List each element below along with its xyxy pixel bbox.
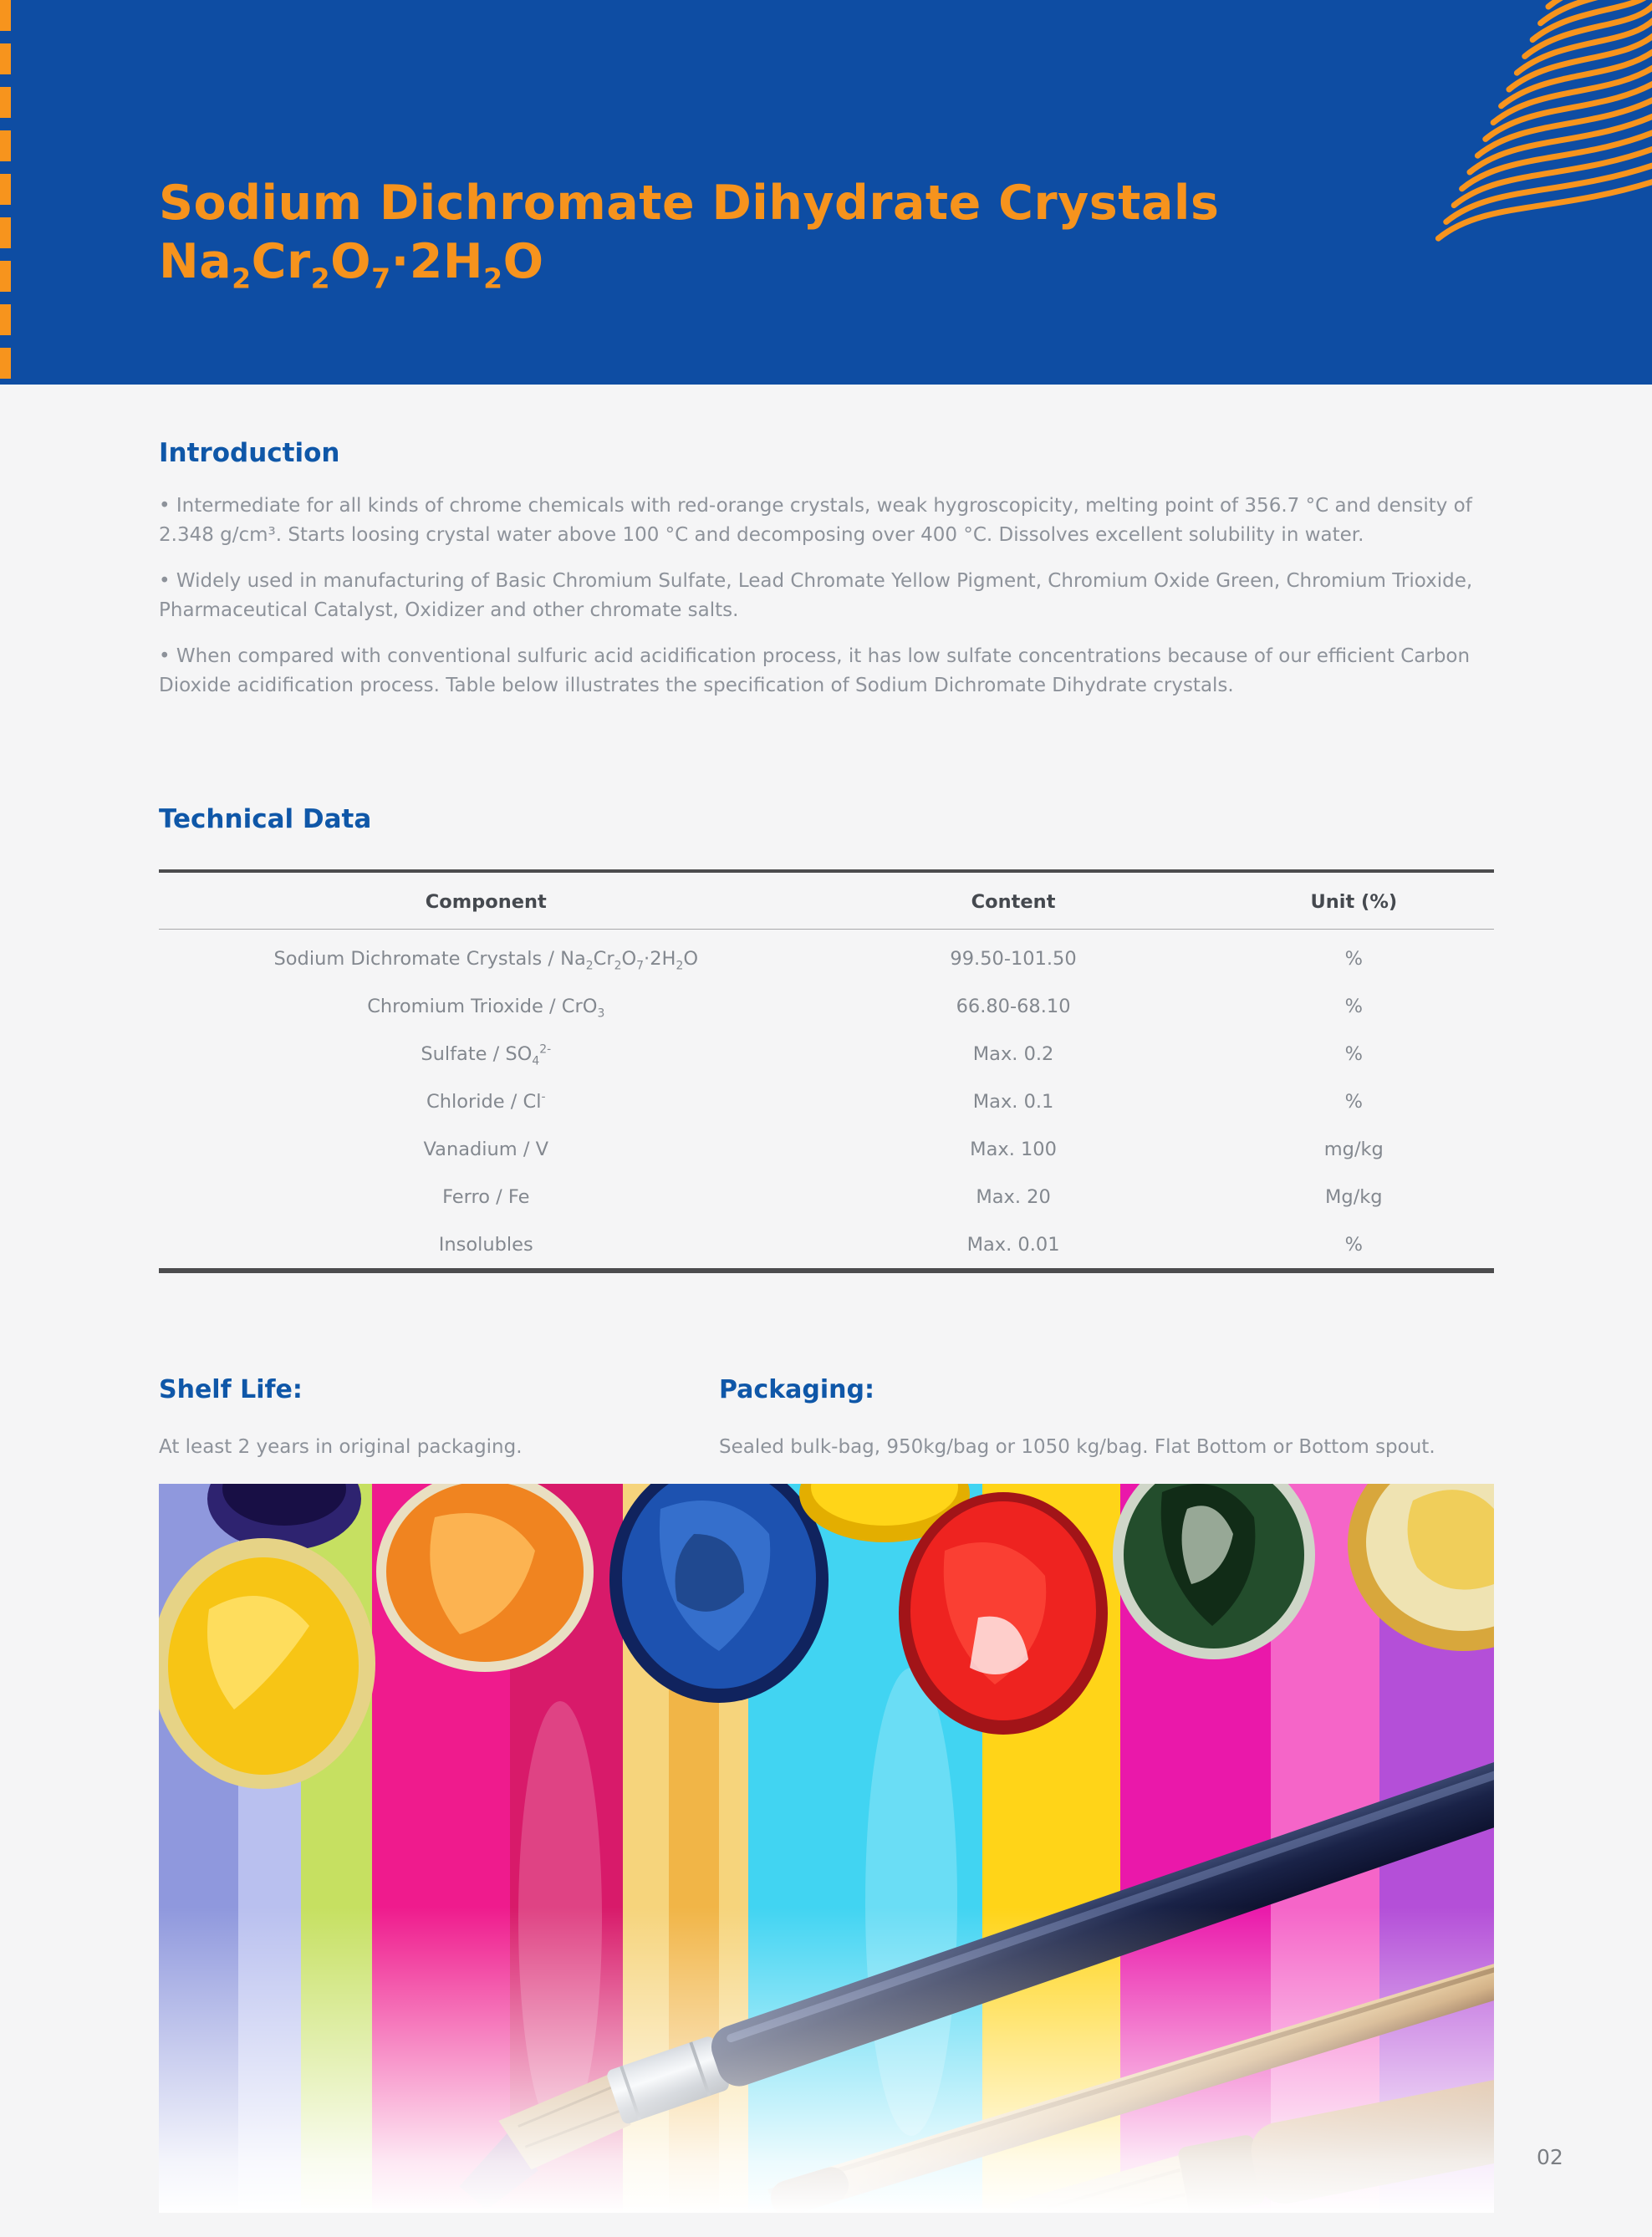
- unit-cell: %: [1344, 948, 1363, 970]
- packaging-block: [719, 1375, 1498, 1458]
- unit-cell: %: [1344, 1043, 1363, 1065]
- content-cell: 99.50-101.50: [950, 948, 1077, 970]
- content-cell: Max. 20: [976, 1186, 1051, 1208]
- packaging-heading: Packaging:: [719, 1375, 874, 1404]
- table-header-row: [159, 871, 1494, 930]
- component-cell: Chromium Trioxide / CrO$_3$: [367, 996, 605, 1021]
- page-number: 02: [1537, 2145, 1563, 2169]
- wave-decoration-icon: [1393, 0, 1652, 251]
- component-cell: Chloride / Cl-: [426, 1090, 546, 1113]
- table-row: [159, 1173, 1494, 1220]
- technical-data-heading: Technical Data: [159, 804, 372, 834]
- intro-bullet-3: • When compared with conventional sulfuric acid acidification process, it has low sulfate concentrations because of our efficient Carbon Dioxide acidification process. Table below illustrates the specification of Sodium Dichromate Dihydrate crystals.: [159, 645, 1471, 696]
- table-row: [159, 1078, 1494, 1125]
- intro-bullet-2: • Widely used in manufacturing of Basic Chromium Sulfate, Lead Chromate Yellow Pigment, Chromium Oxide Green, Chromium Trioxide, Pharmaceutical Catalyst, Oxidizer and other chromate salts.: [159, 570, 1473, 621]
- content-cell: Max. 0.01: [966, 1234, 1060, 1256]
- column-header-component: Component: [159, 871, 813, 930]
- content-cell: Max. 0.2: [972, 1043, 1054, 1065]
- introduction-heading: Introduction: [159, 438, 340, 468]
- content-cell: 66.80-68.10: [956, 996, 1071, 1017]
- dashed-accent-strip: [0, 0, 11, 385]
- column-header-unit: Unit (%): [1214, 871, 1494, 930]
- unit-cell: %: [1344, 1234, 1363, 1256]
- table-row: [159, 982, 1494, 1030]
- column-header-content: Content: [813, 871, 1214, 930]
- packaging-text: Sealed bulk-bag, 950kg/bag or 1050 kg/bag. Flat Bottom or Bottom spout.: [719, 1436, 1435, 1458]
- component-cell: Sulfate / $SO_4^{2-}$: [421, 1042, 552, 1068]
- shelf-life-block: [159, 1375, 719, 1458]
- table-row: [159, 1220, 1494, 1271]
- title-block: [159, 174, 1220, 295]
- content-cell: Max. 0.1: [972, 1091, 1054, 1113]
- shelf-life-heading: Shelf Life:: [159, 1375, 303, 1404]
- unit-cell: %: [1344, 996, 1363, 1017]
- product-photo: [159, 1484, 1494, 2213]
- page-title-formula: $Na_2Cr_2O_7\cdot 2H_2O$: [159, 234, 544, 295]
- component-cell: Ferro / Fe: [442, 1186, 530, 1208]
- unit-cell: Mg/kg: [1325, 1186, 1383, 1208]
- table-row: [159, 1125, 1494, 1173]
- table-row: [159, 1030, 1494, 1078]
- technical-data-table: [159, 869, 1494, 1273]
- introduction-section: [159, 438, 1498, 717]
- page-title: Sodium Dichromate Dihydrate Crystals: [159, 176, 1220, 231]
- technical-data-section: [159, 804, 1494, 1273]
- content-cell: Max. 100: [970, 1139, 1057, 1160]
- component-cell: Insolubles: [438, 1234, 533, 1256]
- shelf-life-text: At least 2 years in original packaging.: [159, 1436, 523, 1458]
- unit-cell: mg/kg: [1323, 1139, 1384, 1160]
- info-columns: [159, 1375, 1498, 1458]
- component-cell: Sodium Dichromate Crystals / $Na_2Cr_2O_7\cdot 2H_2O$: [273, 948, 699, 973]
- table-row: [159, 930, 1494, 983]
- component-cell: Vanadium / V: [423, 1139, 548, 1160]
- unit-cell: %: [1344, 1091, 1363, 1113]
- intro-bullet-1: • Intermediate for all kinds of chrome chemicals with red-orange crystals, weak hygroscopicity, melting point of 356.7 °C and density of 2.348 g/cm³. Starts loosing crystal water above 100 °C and decomposing over 400 °C. Dissolves excellent solubility in water.: [159, 495, 1472, 546]
- header-band: [0, 0, 1652, 385]
